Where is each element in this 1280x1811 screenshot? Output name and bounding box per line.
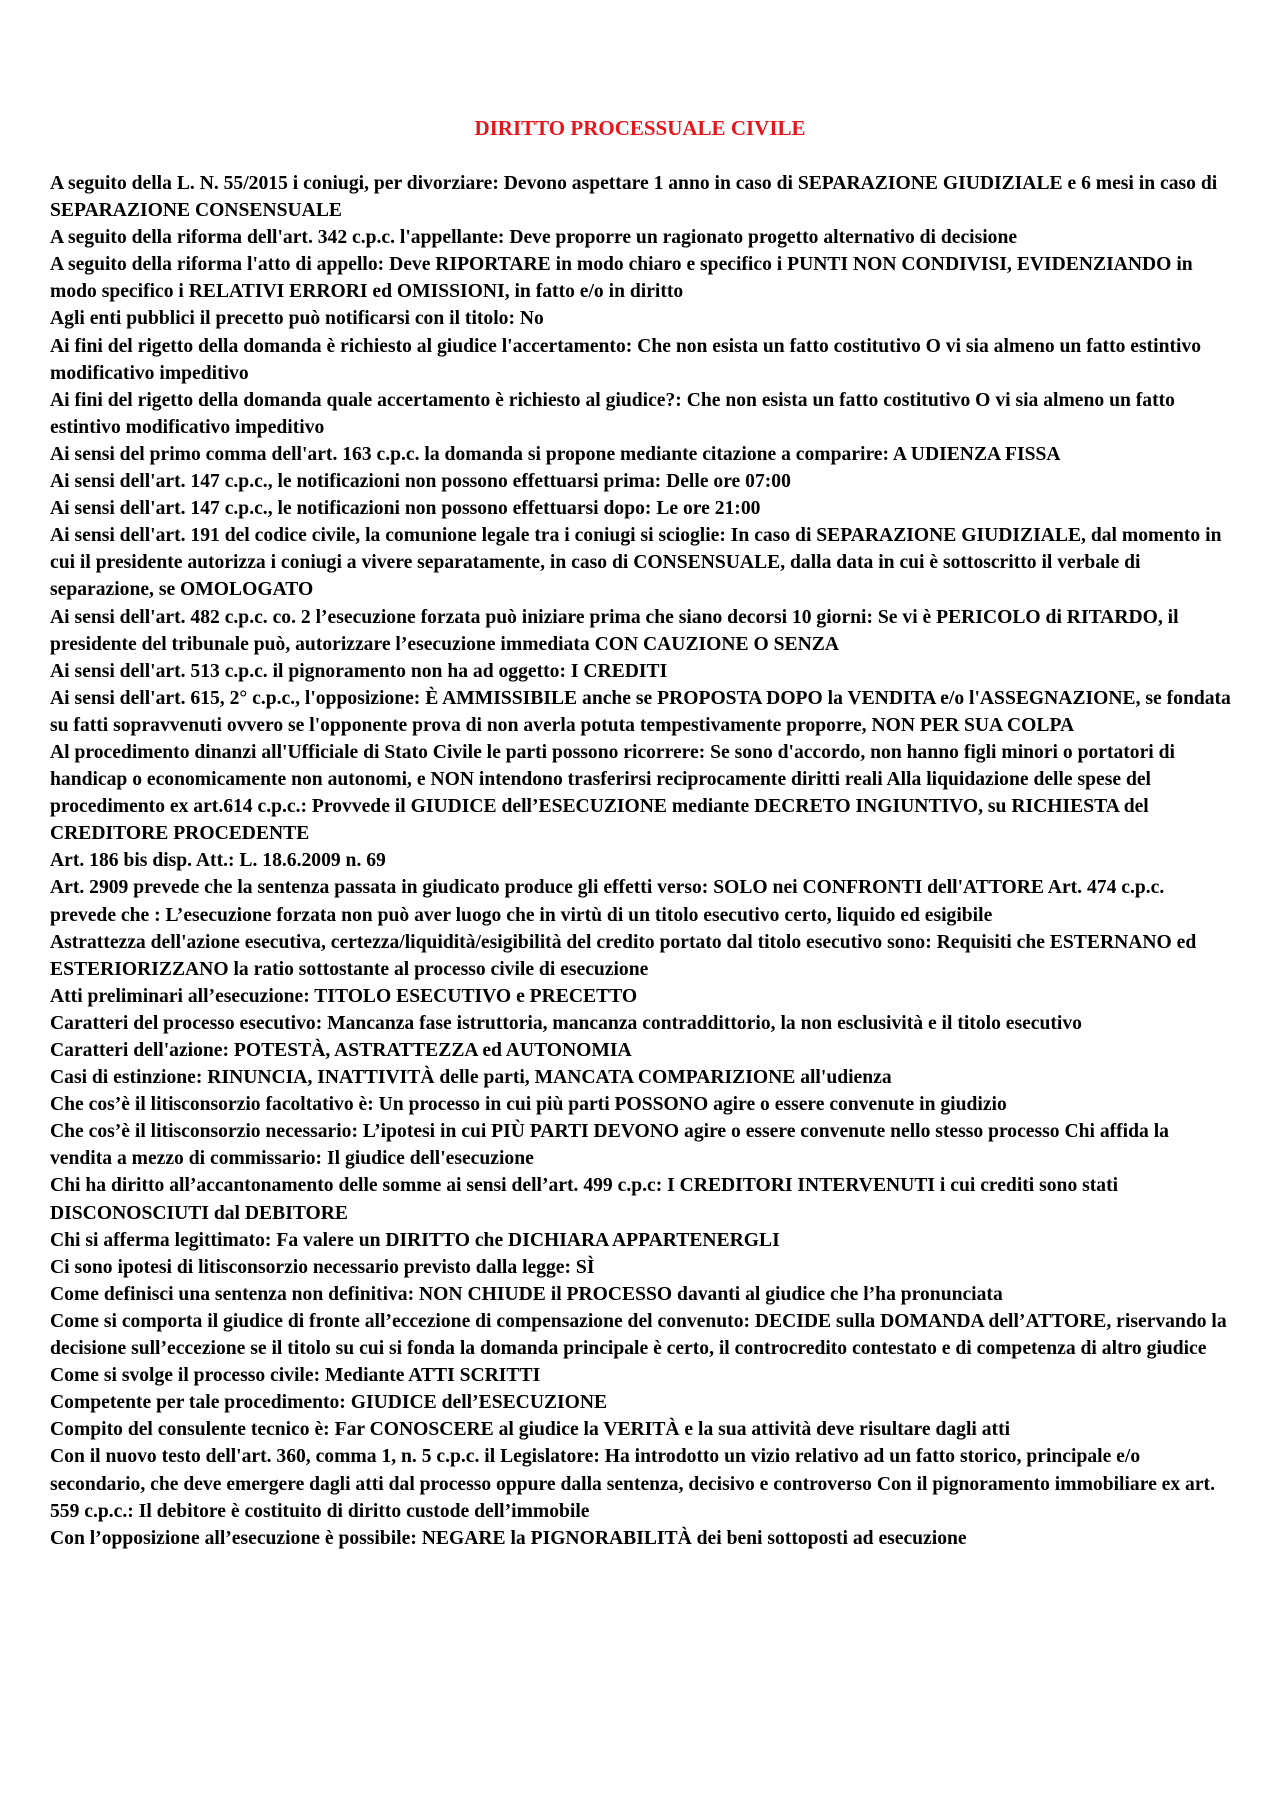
list-item: Come definisci una sentenza non definitiva: NON CHIUDE il PROCESSO davanti al giudice che l’ha pronunciata [50, 1283, 1003, 1305]
list-item: Con il nuovo testo dell'art. 360, comma 1, n. 5 c.p.c. il Legislatore: Ha introdotto un vizio relativo ad un fatto storico, principale e/o secondario, che deve emergere dagli atti dal processo oppure dalla sentenza, decisivo e controverso Con il pignoramento immobiliare ex art. 559 c.p.c.: Il debitore è costituito di diritto custode dell’immobile [50, 1446, 1215, 1522]
list-item: Che cos’è il litisconsorzio facoltativo è: Un processo in cui più parti POSSONO agire o essere convenute in giudizio [50, 1094, 1007, 1116]
list-item: Agli enti pubblici il precetto può notificarsi con il titolo: No [50, 308, 544, 330]
list-item: Chi si afferma legittimato: Fa valere un DIRITTO che DICHIARA APPARTENERGLI [50, 1229, 780, 1251]
list-item: Ai fini del rigetto della domanda quale accertamento è richiesto al giudice?: Che non esista un fatto costitutivo O vi sia almeno un fatto estintivo modificativo impeditivo [50, 389, 1175, 438]
page-title: DIRITTO PROCESSUALE CIVILE [474, 116, 806, 140]
list-item: Ai fini del rigetto della domanda è richiesto al giudice l'accertamento: Che non esista un fatto costitutivo O vi sia almeno un fatto estintivo modificativo impeditivo [50, 335, 1202, 384]
list-item: A seguito della riforma l'atto di appello: Deve RIPORTARE in modo chiaro e specifico i PUNTI NON CONDIVISI, EVIDENZIANDO in modo specifico i RELATIVI ERRORI ed OMISSIONI, in fatto e/o in diritto [50, 254, 1193, 303]
list-item: Ai sensi dell'art. 147 c.p.c., le notificazioni non possono effettuarsi prima: Delle ore 07:00 [50, 471, 791, 493]
list-item: Caratteri dell'azione: POTESTÀ, ASTRATTEZZA ed AUTONOMIA [50, 1040, 632, 1061]
list-item: Atti preliminari all’esecuzione: TITOLO ESECUTIVO e PRECETTO [50, 985, 638, 1007]
list-item: Compito del consulente tecnico è: Far CONOSCERE al giudice la VERITÀ e la sua attività deve risultare dagli atti [50, 1419, 1011, 1441]
list-item: Casi di estinzione: RINUNCIA, INATTIVITÀ delle parti, MANCATA COMPARIZIONE all'udienza [50, 1067, 892, 1089]
list-item: Ai sensi dell'art. 513 c.p.c. il pignoramento non ha ad oggetto: I CREDITI [50, 660, 668, 682]
list-item: Ci sono ipotesi di litisconsorzio necessario previsto dalla legge: SÌ [50, 1256, 595, 1278]
list-item: Caratteri del processo esecutivo: Mancanza fase istruttoria, mancanza contraddittorio, la non esclusività e il titolo esecutivo [50, 1012, 1082, 1034]
list-item: Chi ha diritto all’accantonamento delle somme ai sensi dell’art. 499 c.p.c: I CREDITORI INTERVENUTI i cui crediti sono stati DISCONOSCIUTI dal DEBITORE [50, 1175, 1119, 1224]
list-item: Ai sensi dell'art. 147 c.p.c., le notificazioni non possono effettuarsi dopo: Le ore 21:00 [50, 498, 761, 520]
list-item: Ai sensi dell'art. 615, 2° c.p.c., l'opposizione: È AMMISSIBILE anche se PROPOSTA DOPO la VENDITA e/o l'ASSEGNAZIONE, se fondata su fatti sopravvenuti ovvero se l'opponente prova di non averla potuta tempestivamente proporre, NON PER SUA COLPA [50, 687, 1231, 736]
list-item: Ai sensi dell'art. 191 del codice civile, la comunione legale tra i coniugi si scioglie: In caso di SEPARAZIONE GIUDIZIALE, dal momento in cui il presidente autorizza i coniugi a vivere separatamente, in caso di CONSENSUALE, dalla data in cui è sottoscritto il verbale di separazione, se OMOLOGATO [50, 525, 1222, 601]
entry-list [50, 170, 1235, 1552]
list-item: Come si comporta il giudice di fronte all’eccezione di compensazione del convenuto: DECIDE sulla DOMANDA dell’ATTORE, riservando la decisione sull’eccezione se il titolo su cui si fonda la domanda principale è certo, il controcredito contestato e di competenza di altro giudice [50, 1310, 1227, 1360]
list-item: Art. 186 bis disp. Att.: L. 18.6.2009 n. 69 [50, 850, 386, 872]
list-item: Come si svolge il processo civile: Mediante ATTI SCRITTI [50, 1365, 541, 1387]
list-item: Competente per tale procedimento: GIUDICE dell’ESECUZIONE [50, 1392, 608, 1414]
list-item: Ai sensi del primo comma dell'art. 163 c.p.c. la domanda si propone mediante citazione a comparire: A UDIENZA FISSA [50, 443, 1061, 465]
list-item: A seguito della L. N. 55/2015 i coniugi, per divorziare: Devono aspettare 1 anno in caso di SEPARAZIONE GIUDIZIALE e 6 mesi in caso di SEPARAZIONE CONSENSUALE [50, 173, 1218, 222]
list-item: Con l’opposizione all’esecuzione è possibile: NEGARE la PIGNORABILITÀ dei beni sottoposti ad esecuzione [50, 1527, 967, 1549]
list-item: Ai sensi dell'art. 482 c.p.c. co. 2 l’esecuzione forzata può iniziare prima che siano decorsi 10 giorni: Se vi è PERICOLO di RITARDO, il presidente del tribunale può, autorizzare l’esecuzione immediata CON CAUZIONE O SENZA [50, 606, 1179, 655]
list-item: Che cos’è il litisconsorzio necessario: L’ipotesi in cui PIÙ PARTI DEVONO agire o essere convenute nello stesso processo Chi affida la vendita a mezzo di commissario: Il giudice dell'esecuzione [50, 1121, 1169, 1170]
list-item: Astrattezza dell'azione esecutiva, certezza/liquidità/esigibilità del credito portato dal titolo esecutivo sono: Requisiti che ESTERNANO ed ESTERIORIZZANO la ratio sottostante al processo civile di esecuzione [50, 931, 1197, 980]
list-item: Al procedimento dinanzi all'Ufficiale di Stato Civile le parti possono ricorrere: Se sono d'accordo, non hanno figli minori o portatori di handicap o economicamente non autonomi, e NON intendono trasferirsi reciprocamente diritti reali Alla liquidazione delle spese del procedimento ex art.614 c.p.c.: Provvede il GIUDICE dell’ESECUZIONE mediante DECRETO INGIUNTIVO, su RICHIESTA del CREDITORE PROCEDENTE [50, 741, 1175, 845]
list-item: A seguito della riforma dell'art. 342 c.p.c. l'appellante: Deve proporre un ragionato progetto alternativo di decisione [50, 227, 1018, 249]
list-item: Art. 2909 prevede che la sentenza passata in giudicato produce gli effetti verso: SOLO nei CONFRONTI dell'ATTORE Art. 474 c.p.c. prevede che : L’esecuzione forzata non può aver luogo che in virtù di un titolo esecutivo certo, liquido ed esigibile [50, 877, 1165, 926]
